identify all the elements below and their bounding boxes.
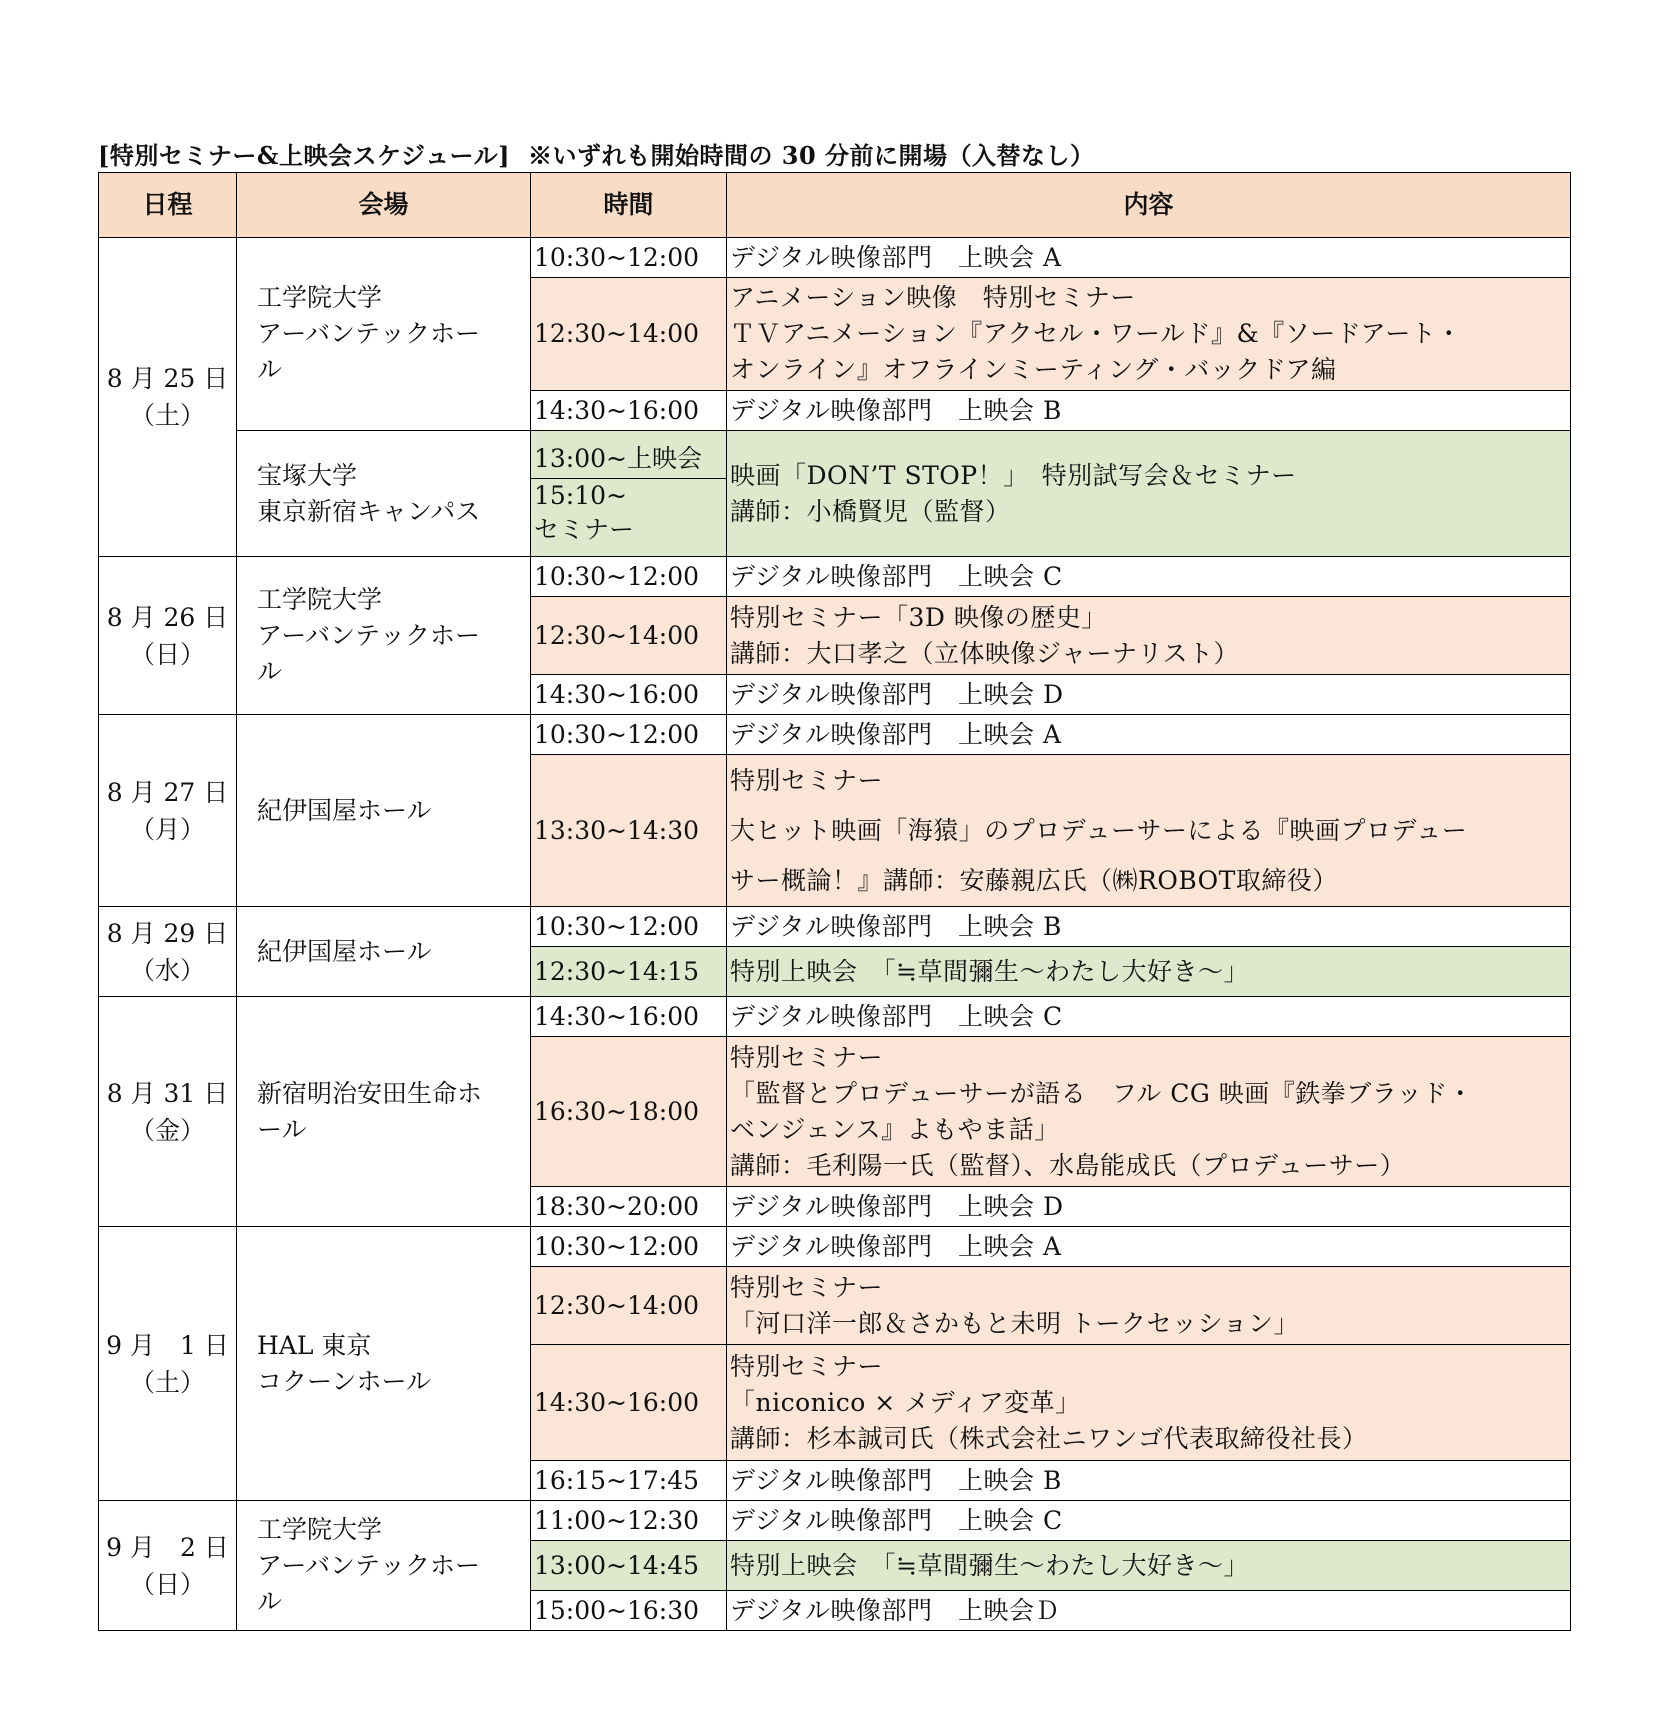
- column-header-venue: 会場: [237, 173, 531, 238]
- content-cell: 特別セミナー 「河口洋一郎＆さかもと未明 トークセッション」: [727, 1267, 1571, 1345]
- content-cell: 特別セミナー 大ヒット映画「海猿」のプロデューサーによる『映画プロデュー サー概論！』講師：安藤親広氏（㈱ROBOT取締役）: [727, 755, 1571, 907]
- date-cell: 8 月 29 日 （水）: [99, 907, 237, 997]
- schedule-table: [98, 172, 1571, 1631]
- venue-cell: HAL 東京 コクーンホール: [237, 1227, 531, 1501]
- table-row: [99, 431, 1571, 557]
- column-header-content: 内容: [727, 173, 1571, 238]
- time-cell: 14:30~16:00: [531, 997, 727, 1037]
- time-cell: 18:30~20:00: [531, 1187, 727, 1227]
- content-cell: デジタル映像部門 上映会 A: [727, 715, 1571, 755]
- time-screening: 13:00~上映会: [531, 440, 726, 479]
- content-cell: デジタル映像部門 上映会 C: [727, 1501, 1571, 1541]
- venue-cell: 工学院大学 アーバンテックホー ル: [237, 557, 531, 715]
- content-cell: デジタル映像部門 上映会 D: [727, 1187, 1571, 1227]
- table-row: [99, 997, 1571, 1037]
- time-cell: 12:30~14:15: [531, 947, 727, 997]
- time-cell: 12:30~14:00: [531, 1267, 727, 1345]
- table-row: [99, 1501, 1571, 1541]
- content-cell: 特別セミナー 「niconico × メディア変革」 講師：杉本誠司氏（株式会社ニワンゴ代表取締役社長）: [727, 1345, 1571, 1461]
- time-cell: 14:30~16:00: [531, 1345, 727, 1461]
- content-cell: デジタル映像部門 上映会 B: [727, 391, 1571, 431]
- time-cell: 12:30~14:00: [531, 278, 727, 391]
- schedule-title: [特別セミナー&上映会スケジュール]: [98, 141, 510, 170]
- content-cell: デジタル映像部門 上映会 B: [727, 1461, 1571, 1501]
- schedule-heading: [98, 136, 1095, 171]
- time-cell: 11:00~12:30: [531, 1501, 727, 1541]
- time-cell: [531, 431, 727, 557]
- column-header-time: 時間: [531, 173, 727, 238]
- time-cell: 16:30~18:00: [531, 1037, 727, 1187]
- date-cell: 9 月 1 日 （土）: [99, 1227, 237, 1501]
- content-cell: デジタル映像部門 上映会 A: [727, 238, 1571, 278]
- time-cell: 12:30~14:00: [531, 597, 727, 675]
- header-row: [99, 173, 1571, 238]
- content-cell: デジタル映像部門 上映会Ｄ: [727, 1591, 1571, 1631]
- venue-cell: 新宿明治安田生命ホ ール: [237, 997, 531, 1227]
- content-cell: 映画「DON’T STOP！」 特別試写会＆セミナー 講師：小橋賢児（監督）: [727, 431, 1571, 557]
- time-cell: 10:30~12:00: [531, 238, 727, 278]
- time-cell: 13:30~14:30: [531, 755, 727, 907]
- content-cell: デジタル映像部門 上映会 C: [727, 557, 1571, 597]
- venue-cell: 工学院大学 アーバンテックホー ル: [237, 238, 531, 431]
- table-row: [99, 715, 1571, 755]
- time-cell: 10:30~12:00: [531, 907, 727, 947]
- content-cell: デジタル映像部門 上映会 C: [727, 997, 1571, 1037]
- content-cell: デジタル映像部門 上映会 A: [727, 1227, 1571, 1267]
- venue-cell: 紀伊国屋ホール: [237, 907, 531, 997]
- date-cell: 8 月 25 日 （土）: [99, 238, 237, 557]
- table-row: [99, 1227, 1571, 1267]
- time-cell: 13:00~14:45: [531, 1541, 727, 1591]
- venue-cell: 宝塚大学 東京新宿キャンパス: [237, 431, 531, 557]
- time-cell: 16:15~17:45: [531, 1461, 727, 1501]
- date-cell: 9 月 2 日 （日）: [99, 1501, 237, 1631]
- content-cell: デジタル映像部門 上映会 D: [727, 675, 1571, 715]
- content-cell: デジタル映像部門 上映会 B: [727, 907, 1571, 947]
- table-row: [99, 907, 1571, 947]
- venue-cell: 工学院大学 アーバンテックホー ル: [237, 1501, 531, 1631]
- schedule-note: ※いずれも開始時間の 30 分前に開場（入替なし）: [527, 141, 1095, 170]
- date-cell: 8 月 26 日 （日）: [99, 557, 237, 715]
- content-cell: 特別セミナー 「監督とプロデューサーが語る フル CG 映画『鉄拳ブラッド・ ベンジェンス』よもやま話」 講師：毛利陽一氏（監督）、水島能成氏（プロデューサー）: [727, 1037, 1571, 1187]
- column-header-date: 日程: [99, 173, 237, 238]
- time-cell: 14:30~16:00: [531, 675, 727, 715]
- time-seminar: 15:10~ セミナー: [534, 481, 635, 544]
- date-cell: 8 月 27 日 （月）: [99, 715, 237, 907]
- time-cell: 14:30~16:00: [531, 391, 727, 431]
- time-cell: 10:30~12:00: [531, 715, 727, 755]
- table-row: [99, 238, 1571, 278]
- content-cell: 特別上映会 「≒草間彌生～わたし大好き～」: [727, 1541, 1571, 1591]
- time-cell: 10:30~12:00: [531, 1227, 727, 1267]
- content-cell: 特別上映会 「≒草間彌生～わたし大好き～」: [727, 947, 1571, 997]
- content-cell: 特別セミナー「3D 映像の歴史」 講師：大口孝之（立体映像ジャーナリスト）: [727, 597, 1571, 675]
- time-cell: 15:00~16:30: [531, 1591, 727, 1631]
- date-cell: 8 月 31 日 （金）: [99, 997, 237, 1227]
- content-cell: アニメーション映像 特別セミナー ＴＶアニメーション『アクセル・ワールド』&『ソードアート・ オンライン』オフラインミーティング・バックドア編: [727, 278, 1571, 391]
- time-cell: 10:30~12:00: [531, 557, 727, 597]
- table-row: [99, 557, 1571, 597]
- venue-cell: 紀伊国屋ホール: [237, 715, 531, 907]
